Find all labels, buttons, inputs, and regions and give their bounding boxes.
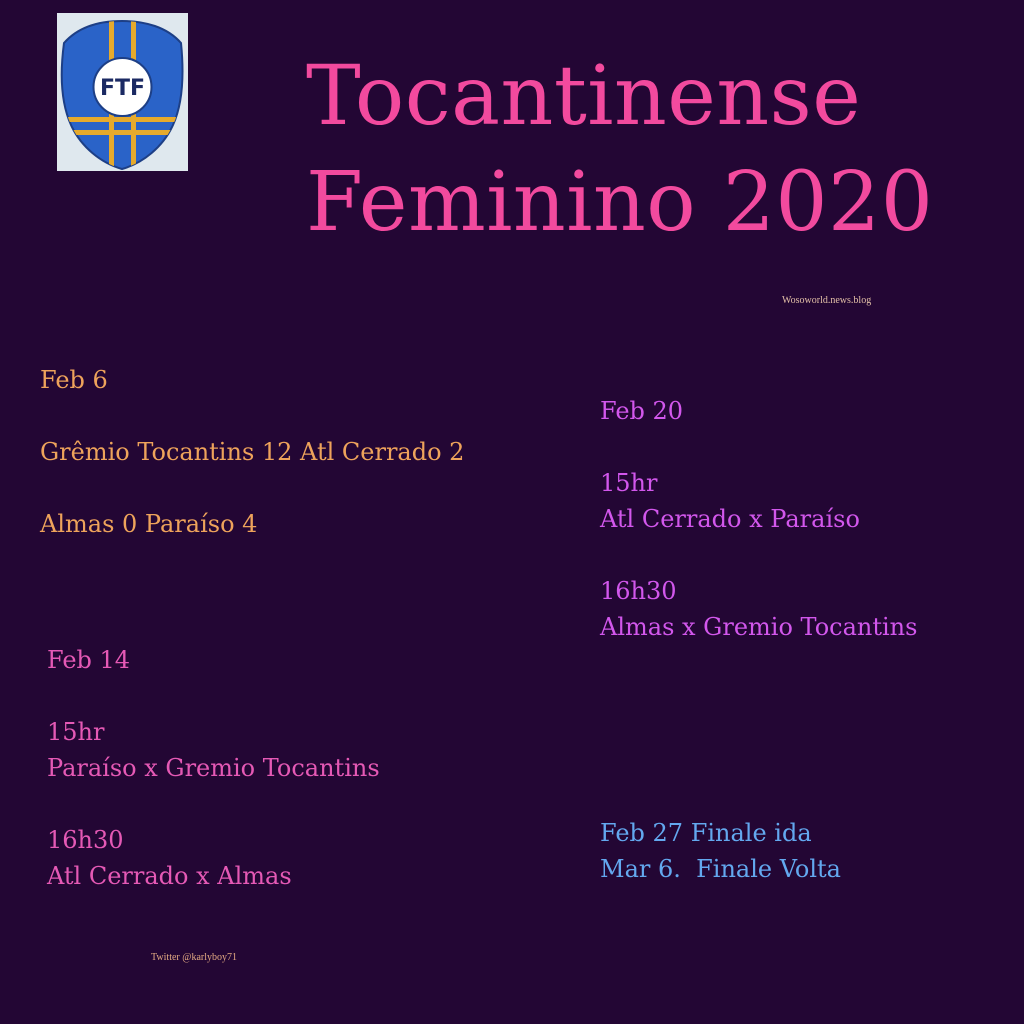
feb6-result-1: Grêmio Tocantins 12 Atl Cerrado 2 <box>40 438 465 466</box>
feb6-date: Feb 6 <box>40 366 108 394</box>
feb20-time-2: 16h30 <box>600 577 677 605</box>
finals-line-1: Feb 27 Finale ida <box>600 819 812 847</box>
feb14-block <box>47 642 380 894</box>
feb6-result-2: Almas 0 Paraíso 4 <box>40 510 258 538</box>
feb20-match-1: Atl Cerrado x Paraíso <box>600 505 860 533</box>
page-title <box>306 44 1006 256</box>
feb14-match-2: Atl Cerrado x Almas <box>47 862 292 890</box>
shield-icon <box>57 13 188 171</box>
feb6-block <box>40 362 464 542</box>
finals-line-2: Mar 6. Finale Volta <box>600 855 841 883</box>
spacer <box>47 786 380 822</box>
feb20-date: Feb 20 <box>600 397 684 425</box>
twitter-credit: Twitter @karlyboy71 <box>151 952 237 963</box>
title-line-1: Tocantinense <box>306 49 862 144</box>
spacer <box>600 429 917 465</box>
feb14-date: Feb 14 <box>47 646 131 674</box>
spacer <box>40 398 464 434</box>
feb14-time-2: 16h30 <box>47 826 124 854</box>
spacer <box>600 537 917 573</box>
ftf-logo <box>57 13 188 171</box>
feb20-block <box>600 393 917 645</box>
spacer <box>40 470 464 506</box>
feb20-time-1: 15hr <box>600 469 658 497</box>
feb14-time-1: 15hr <box>47 718 105 746</box>
spacer <box>47 678 380 714</box>
feb14-match-1: Paraíso x Gremio Tocantins <box>47 754 380 782</box>
finals-block <box>600 815 841 887</box>
logo-text: FTF <box>99 76 146 101</box>
title-line-2: Feminino 2020 <box>306 155 934 250</box>
blog-credit: Wosoworld.news.blog <box>782 295 872 306</box>
feb20-match-2: Almas x Gremio Tocantins <box>600 613 918 641</box>
